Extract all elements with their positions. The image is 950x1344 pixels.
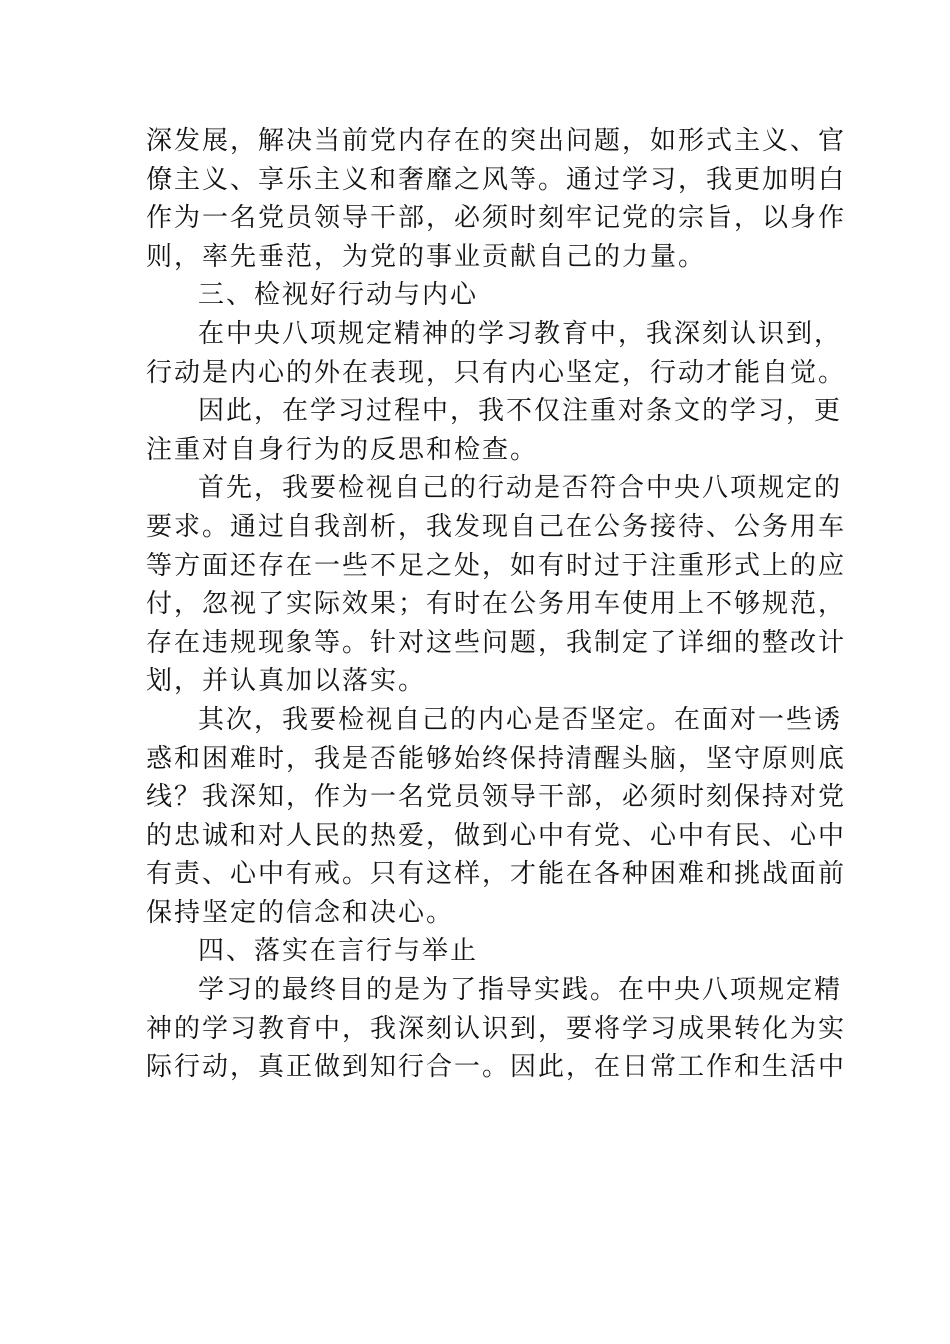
text-line: 僚主义、享乐主义和奢靡之风等。通过学习，我更加明白 <box>146 164 847 195</box>
text-line: 划，并认真加以落实。 <box>146 666 427 697</box>
text-line: 首先，我要检视自己的行动是否符合中央八项规定的 <box>198 473 843 504</box>
text-line: 学习的最终目的是为了指导实践。在中央八项规定精 <box>198 975 843 1006</box>
text-line: 际行动，真正做到知行合一。因此，在日常工作和生活中 <box>146 1052 847 1083</box>
document-body <box>146 122 847 1087</box>
text-line: 等方面还存在一些不足之处，如有时过于注重形式上的应 <box>146 550 847 581</box>
text-line: 付，忽视了实际效果；有时在公务用车使用上不够规范， <box>146 589 847 620</box>
text-line: 线？我深知，作为一名党员领导干部，必须时刻保持对党 <box>146 782 847 813</box>
section-heading: 三、检视好行动与内心 <box>198 280 479 311</box>
text-line: 神的学习教育中，我深刻认识到，要将学习成果转化为实 <box>146 1013 847 1044</box>
text-line: 在中央八项规定精神的学习教育中，我深刻认识到， <box>198 318 843 349</box>
text-line: 行动是内心的外在表现，只有内心坚定，行动才能自觉。 <box>146 357 847 388</box>
text-line: 有责、心中有戒。只有这样，才能在各种困难和挑战面前 <box>146 859 847 890</box>
text-line: 因此，在学习过程中，我不仅注重对条文的学习，更 <box>198 396 843 427</box>
text-line: 存在违规现象等。针对这些问题，我制定了详细的整改计 <box>146 627 847 658</box>
text-line: 其次，我要检视自己的内心是否坚定。在面对一些诱 <box>198 704 843 735</box>
text-line: 深发展，解决当前党内存在的突出问题，如形式主义、官 <box>146 126 847 156</box>
section-heading: 四、落实在言行与举止 <box>198 936 479 967</box>
text-line: 保持坚定的信念和决心。 <box>146 897 455 928</box>
text-line: 作为一名党员领导干部，必须时刻牢记党的宗旨，以身作 <box>146 203 847 234</box>
text-line: 惑和困难时，我是否能够始终保持清醒头脑，坚守原则底 <box>146 743 847 774</box>
text-line: 要求。通过自我剖析，我发现自己在公务接待、公务用车 <box>146 511 847 542</box>
text-line: 的忠诚和对人民的热爱，做到心中有党、心中有民、心中 <box>146 820 847 851</box>
text-line: 注重对自身行为的反思和检查。 <box>146 434 539 465</box>
text-line: 则，率先垂范，为党的事业贡献自己的力量。 <box>146 241 707 272</box>
